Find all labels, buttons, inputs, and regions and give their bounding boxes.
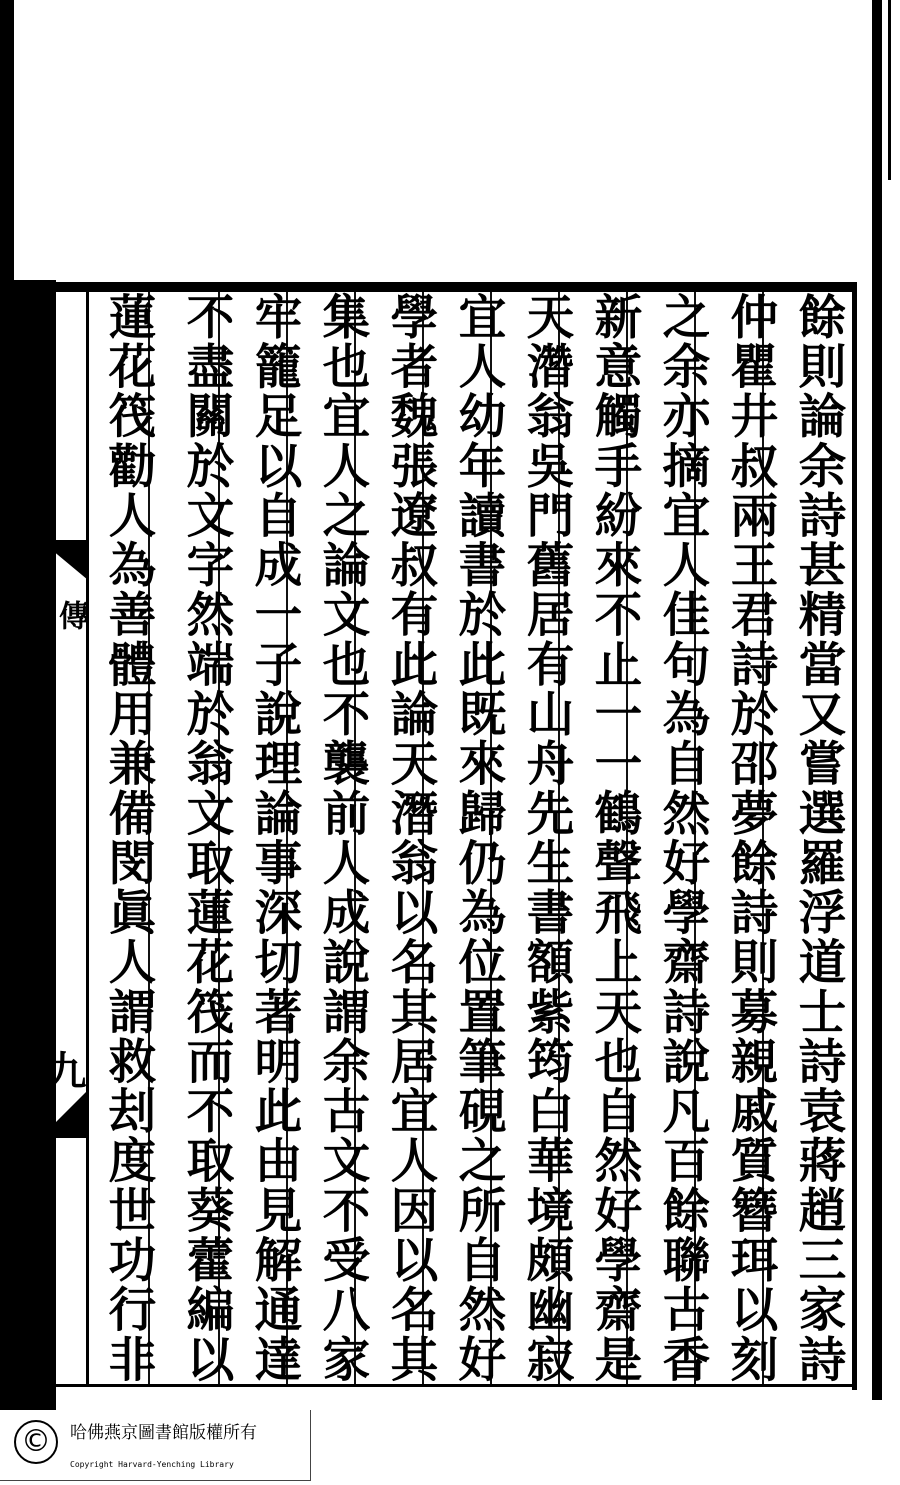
text-column: 牢籠足以自成一子說理論事深切著明此由見解通達 xyxy=(246,292,302,1384)
text-column: 新意觸手紛來不止一一鶴聲飛上天也自然好學齋是 xyxy=(586,292,642,1384)
right-edge xyxy=(872,0,882,1400)
frame-top xyxy=(56,282,856,292)
text-column: 宜人幼年讀書於此既來歸仍為位置筆硯之所自然好 xyxy=(450,292,506,1384)
frame-left xyxy=(86,292,89,1387)
text-column: 蓮花筏勸人為善體用兼備閔眞人謂救刦度世功行非 xyxy=(100,292,156,1384)
left-binding xyxy=(0,280,56,1410)
copyright-english: Copyright Harvard-Yenching Library xyxy=(70,1460,234,1469)
text-column: 不盡關於文字然端於翁文取蓮花筏而不取葵藿編以 xyxy=(178,292,234,1384)
text-column: 集也宜人之論文也不襲前人成說謂余古文不受八家 xyxy=(314,292,370,1384)
copyright-notice xyxy=(0,1410,311,1481)
margin-label-bottom: 九 xyxy=(40,1050,87,1090)
top-left-edge xyxy=(0,0,14,292)
text-column: 學者魏張遼叔有此論天潛翁以名其居宜人因以名其 xyxy=(382,292,438,1384)
text-column: 仲瞿井叔兩王君詩於邵夢餘詩則募親戚質簪珥以刻 xyxy=(722,292,778,1384)
text-column: 餘則論余詩甚精當又嘗選羅浮道士詩袁蔣趙三家詩 xyxy=(790,292,846,1384)
right-edge-thin xyxy=(888,0,891,180)
text-column: 天濳翁吳門舊居有山舟先生書額紫筠白華境頗幽寂 xyxy=(518,292,574,1384)
copyright-icon: © xyxy=(14,1420,58,1464)
frame-right xyxy=(852,282,857,1390)
margin-label-top: 傳 xyxy=(53,600,88,630)
frame-bottom xyxy=(56,1384,856,1387)
copyright-chinese: 哈佛燕京圖書館版權所有 xyxy=(70,1423,257,1443)
text-column: 之余亦摘宜人佳句為自然好學齋詩說凡百餘聯古香 xyxy=(654,292,710,1384)
